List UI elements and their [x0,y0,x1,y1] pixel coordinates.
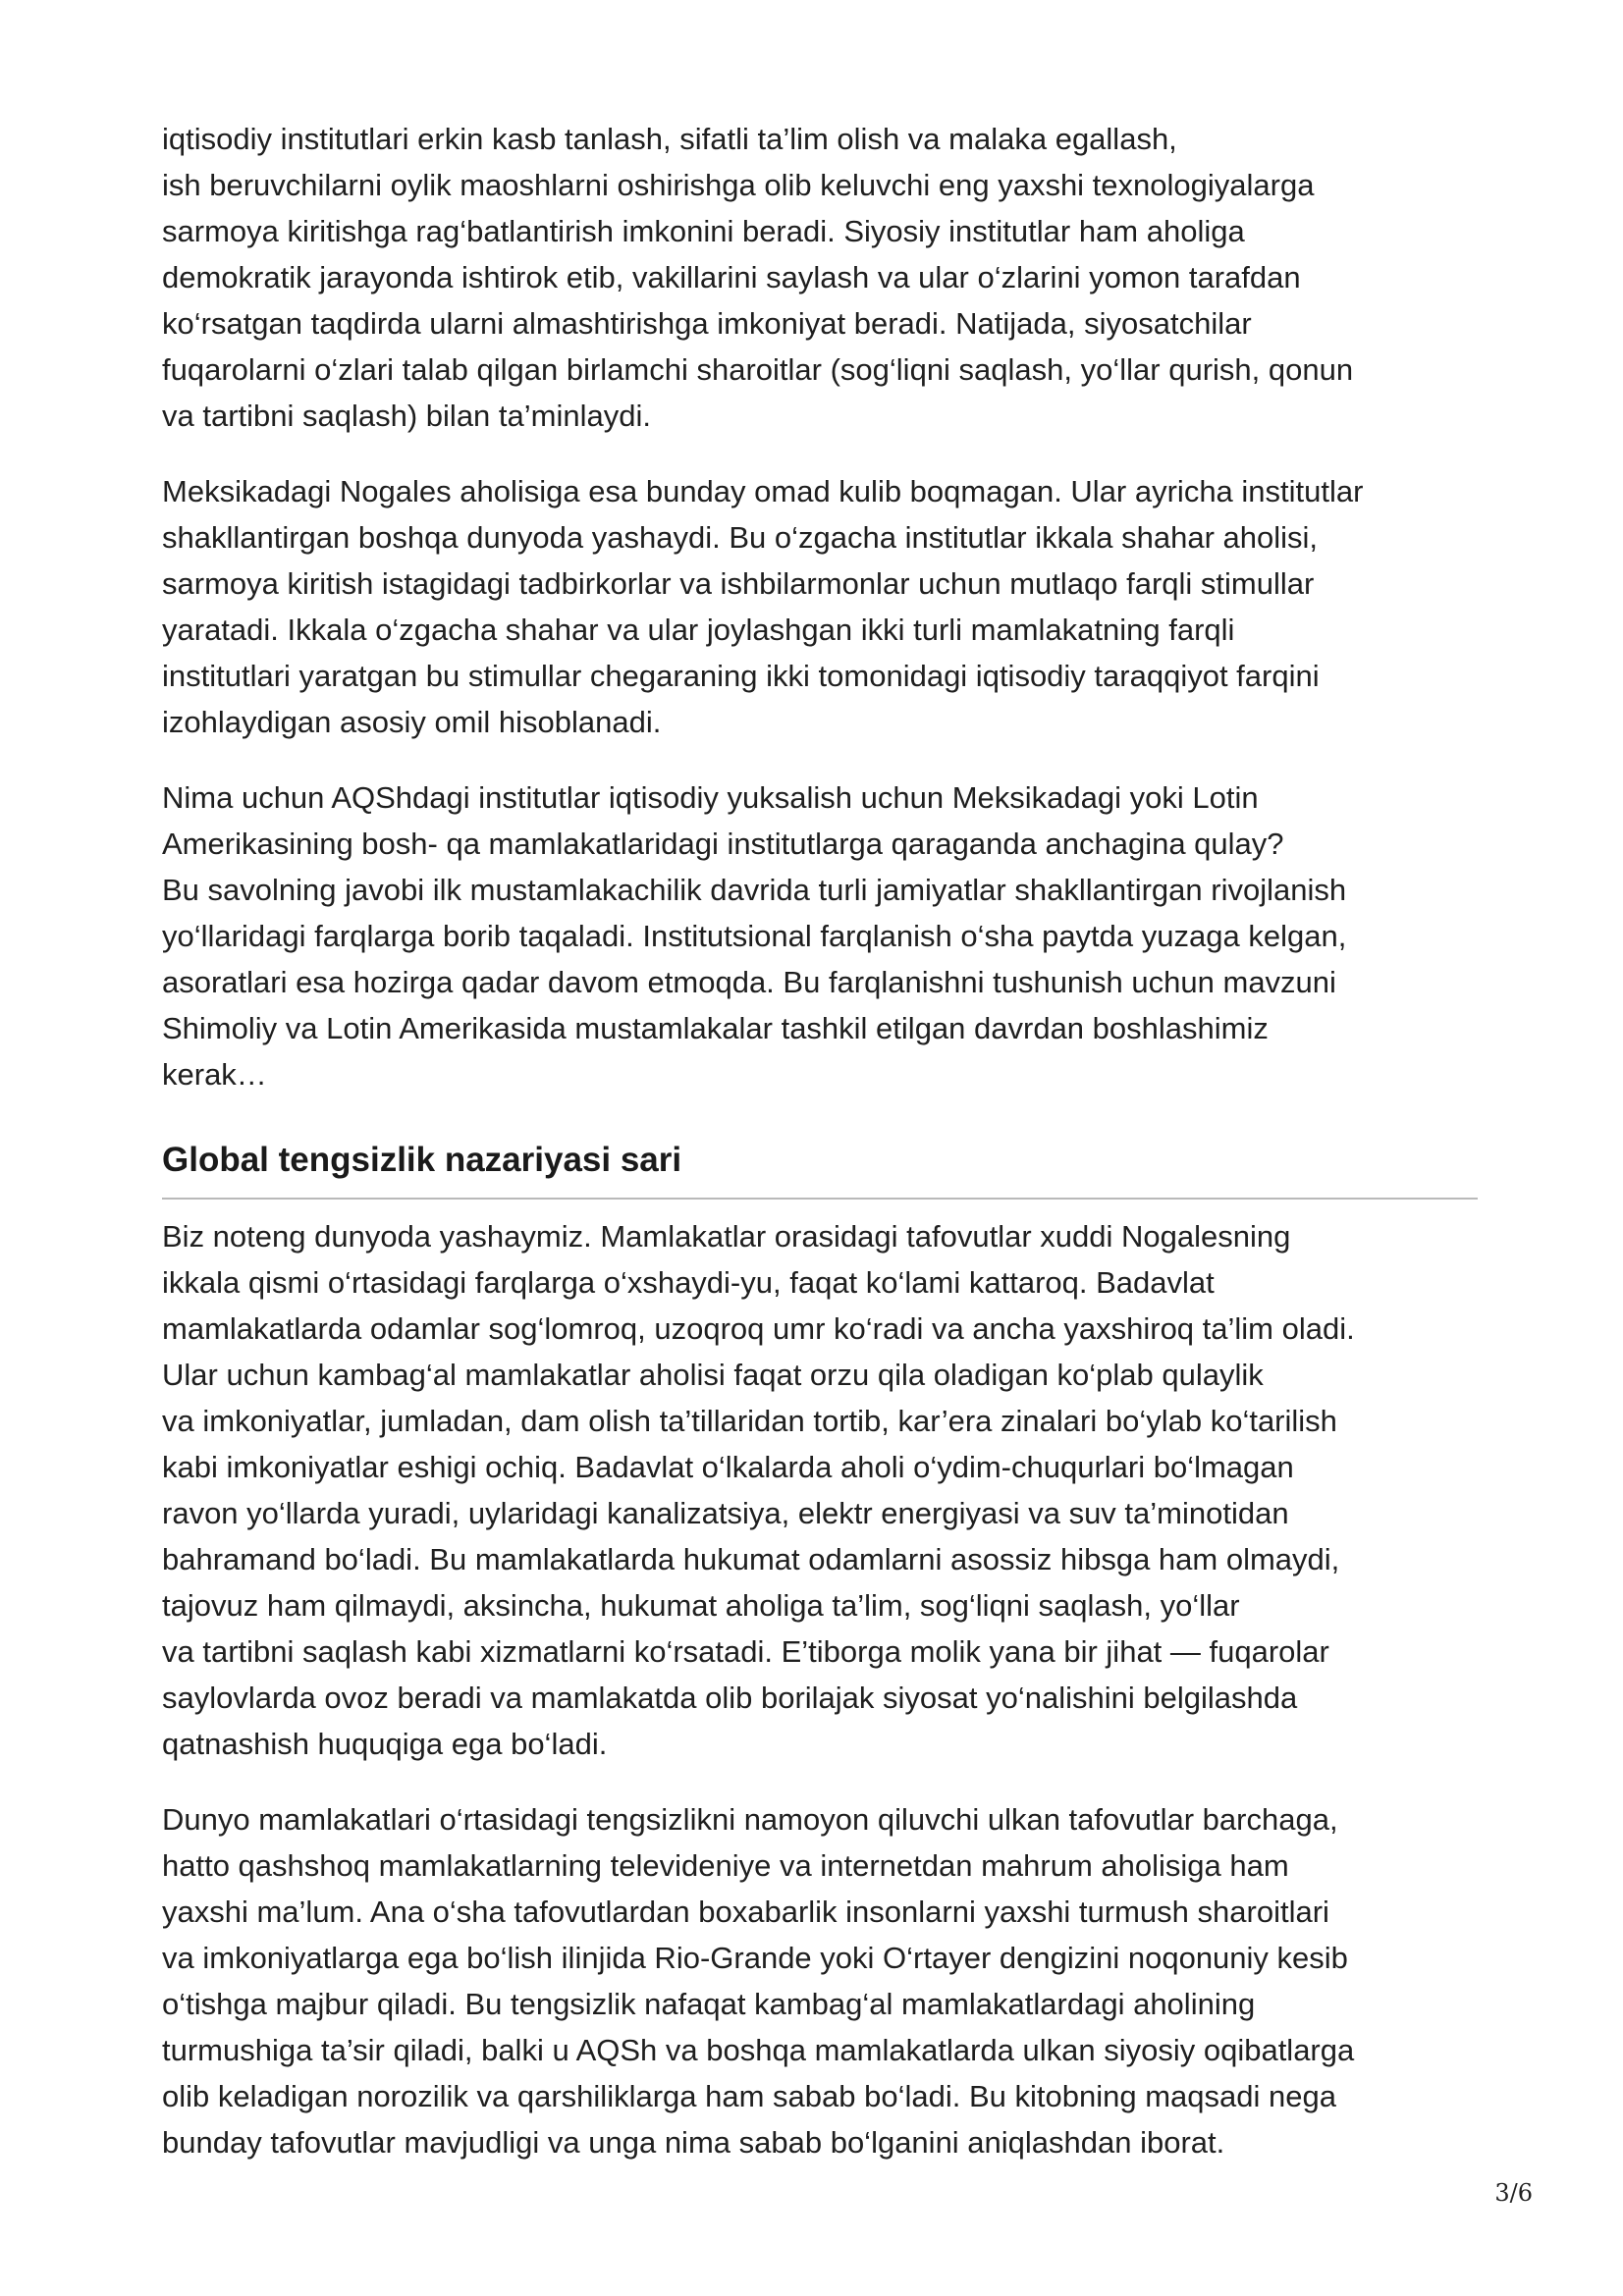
paragraph-4 [162,1213,1478,1767]
text-line: sarmoya kiritish istagidagi tadbirkorlar va ishbilarmonlar uchun mutlaqo farqli stimullar [162,566,1315,601]
text-line: Amerikasining bosh- qa mamlakatlaridagi institutlarga qaraganda anchagina qulay? [162,827,1284,861]
text-line: ikkala qismi o‘rtasidagi farqlarga o‘xshaydi-yu, faqat ko‘lami kattaroq. Badavlat [162,1265,1215,1300]
paragraph-3 [162,774,1478,1097]
text-line: Biz noteng dunyoda yashaymiz. Mamlakatlar orasidagi tafovutlar xuddi Nogalesning [162,1219,1291,1254]
page-number: 3/6 [1494,2179,1533,2207]
text-line: Bu savolning javobi ilk mustamlakachilik davrida turli jamiyatlar shakllantirgan rivojlanish [162,873,1347,907]
text-line: ravon yo‘llarda yuradi, uylaridagi kanalizatsiya, elektr energiyasi va suv ta’minotidan [162,1496,1289,1530]
text-line: ish beruvchilarni oylik maoshlarni oshirishga olib keluvchi eng yaxshi texnologiyalarga [162,168,1315,202]
text-line: qatnashish huquqiga ega bo‘ladi. [162,1727,608,1761]
text-line: Ular uchun kambag‘al mamlakatlar aholisi faqat orzu qila oladigan ko‘plab qulaylik [162,1358,1264,1392]
text-line: demokratik jarayonda ishtirok etib, vakillarini saylash va ular o‘zlarini yomon tarafdan [162,260,1301,294]
section-heading: Global tengsizlik nazariyasi sari [162,1141,682,1179]
text-line: shakllantirgan boshqa dunyoda yashaydi. Bu o‘zgacha institutlar ikkala shahar aholisi, [162,520,1319,555]
text-line: mamlakatlarda odamlar sog‘lomroq, uzoqroq umr ko‘radi va ancha yaxshiroq ta’lim oladi. [162,1311,1355,1346]
text-line: Meksikadagi Nogales aholisiga esa bunday omad kulib boqmagan. Ular ayricha institutlar [162,474,1364,508]
text-line: sarmoya kiritishga rag‘batlantirish imkonini beradi. Siyosiy institutlar ham aholiga [162,214,1245,248]
text-line: asoratlari esa hozirga qadar davom etmoqda. Bu farqlanishni tushunish uchun mavzuni [162,965,1336,999]
paragraph-spacer [162,745,1478,774]
text-line: kabi imkoniyatlar eshigi ochiq. Badavlat o‘lkalarda aholi o‘ydim-chuqurlari bo‘lmagan [162,1450,1294,1484]
text-line: va tartibni saqlash) bilan ta’minlaydi. [162,399,651,433]
text-line: yaxshi ma’lum. Ana o‘sha tafovutlardan boxabarlik insonlarni yaxshi turmush sharoitlari [162,1895,1329,1929]
text-line: yo‘llaridagi farqlarga borib taqaladi. Institutsional farqlanish o‘sha paytda yuzaga kelgan, [162,919,1347,953]
text-line: kerak… [162,1057,267,1092]
text-line: olib keladigan norozilik va qarshiliklarga ham sabab bo‘ladi. Bu kitobning maqsadi nega [162,2079,1336,2113]
text-line: va tartibni saqlash kabi xizmatlarni ko‘rsatadi. E’tiborga molik yana bir jihat — fuqarolar [162,1634,1329,1669]
text-line: iqtisodiy institutlari erkin kasb tanlash, sifatli ta’lim olish va malaka egallash, [162,122,1177,156]
text-line: Shimoliy va Lotin Amerikasida mustamlakalar tashkil etilgan davrdan boshlashimiz [162,1011,1269,1045]
text-line: va imkoniyatlarga ega bo‘lish ilinjida Rio-Grande yoki O‘rtayer dengizini noqonuniy kesib [162,1941,1348,1975]
document-page [162,116,1478,2165]
text-line: yaratadi. Ikkala o‘zgacha shahar va ular joylashgan ikki turli mamlakatning farqli [162,613,1235,647]
text-line: Dunyo mamlakatlari o‘rtasidagi tengsizlikni namoyon qiluvchi ulkan tafovutlar barchaga, [162,1802,1338,1837]
paragraph-5 [162,1796,1478,2165]
text-line: va imkoniyatlar, jumladan, dam olish ta’tillaridan tortib, kar’era zinalari bo‘ylab ko‘tarilish [162,1404,1337,1438]
text-line: Nima uchun AQShdagi institutlar iqtisodiy yuksalish uchun Meksikadagi yoki Lotin [162,780,1259,815]
heading-divider [162,1198,1478,1200]
paragraph-1 [162,116,1478,439]
text-line: saylovlarda ovoz beradi va mamlakatda olib borilajak siyosat yo‘nalishini belgilashda [162,1681,1298,1715]
text-line: bunday tafovutlar mavjudligi va unga nima sabab bo‘lganini aniqlashdan iborat. [162,2125,1225,2160]
text-line: izohlaydigan asosiy omil hisoblanadi. [162,705,662,739]
paragraph-spacer [162,439,1478,468]
text-line: hatto qashshoq mamlakatlarning televideniye va internetdan mahrum aholisiga ham [162,1848,1289,1883]
text-line: o‘tishga majbur qiladi. Bu tengsizlik nafaqat kambag‘al mamlakatlardagi aholining [162,1987,1256,2021]
text-line: ko‘rsatgan taqdirda ularni almashtirishga imkoniyat beradi. Natijada, siyosatchilar [162,306,1252,341]
paragraph-2 [162,468,1478,745]
text-line: fuqarolarni o‘zlari talab qilgan birlamchi sharoitlar (sog‘liqni saqlash, yo‘llar qurish, qonun [162,352,1354,387]
text-line: tajovuz ham qilmaydi, aksincha, hukumat aholiga ta’lim, sog‘liqni saqlash, yo‘llar [162,1588,1240,1623]
paragraph-spacer [162,1767,1478,1796]
text-line: institutlari yaratgan bu stimullar chegaraning ikki tomonidagi iqtisodiy taraqqiyot farqini [162,659,1320,693]
text-line: bahramand bo‘ladi. Bu mamlakatlarda hukumat odamlarni asossiz hibsga ham olmaydi, [162,1542,1340,1576]
text-line: turmushiga ta’sir qiladi, balki u AQSh va boshqa mamlakatlarda ulkan siyosiy oqibatlarga [162,2033,1355,2067]
